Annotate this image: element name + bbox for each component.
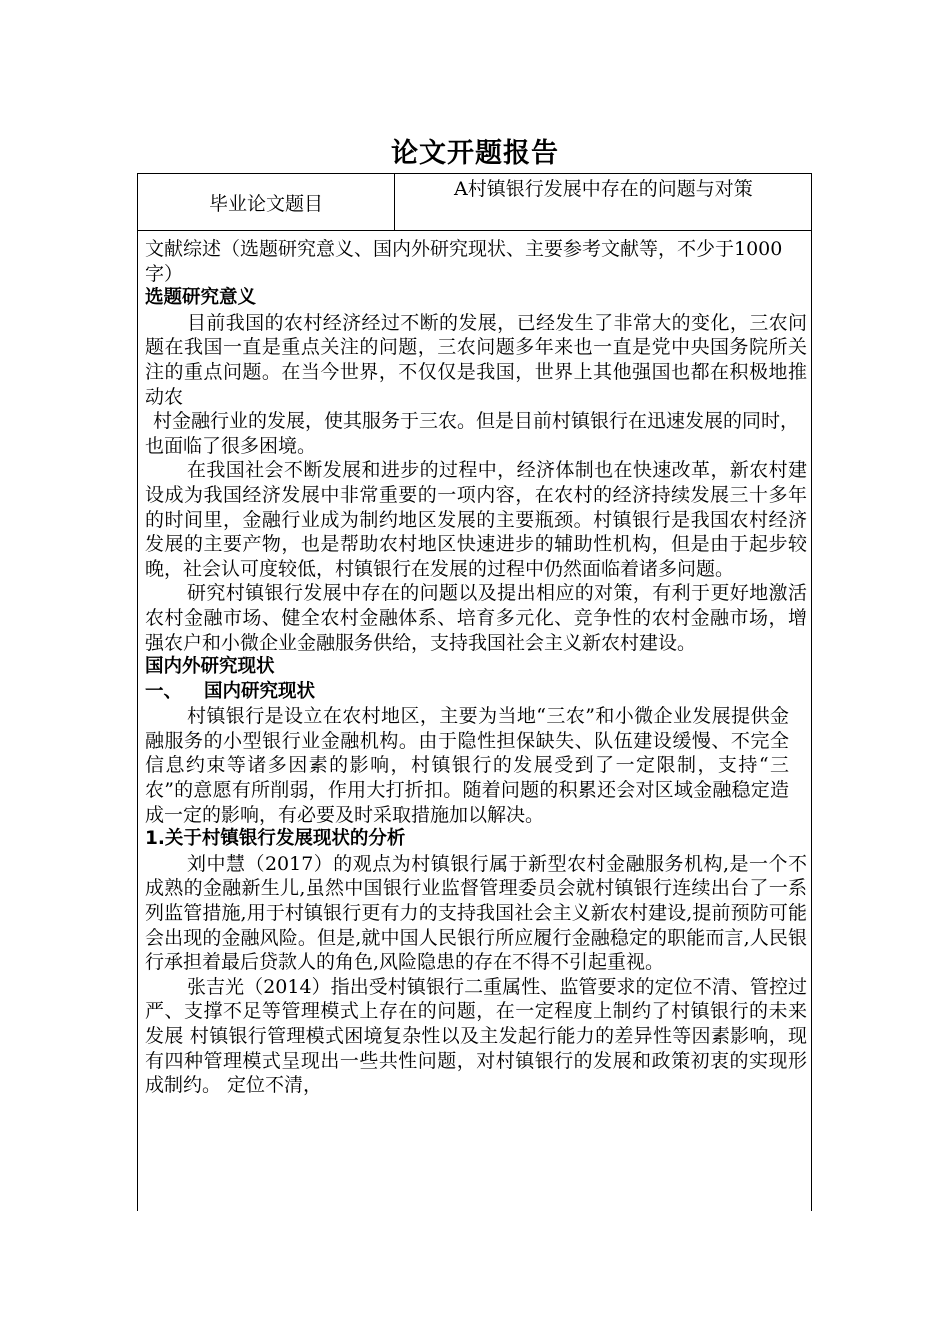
paragraph-2: 在我国社会不断发展和进步的过程中，经济体制也在快速改革，新农村建设成为我国经济发展中非常重要的一项内容，在农村的经济持续发展三十多年的时间里，金融行业成为制约地区发展的主要瓶颈。村镇银行是我国农村经济发展的主要产物，也是帮助农村地区快速进步的辅助性机构，但是由于起步较晚，社会认可度较低，村镇银行在发展的过程中仍然面临着诸多问题。 [145,459,807,580]
thesis-title-label: 毕业论文题目 [208,192,323,215]
thesis-title-value [399,177,809,202]
table-border-top [137,173,812,174]
table-border-divider [394,173,395,230]
paragraph-6: 张吉光（2014）指出受村镇银行二重属性、监管要求的定位不清、管控过严、支撑不足等管理模式上存在的问题，在一定程度上制约了村镇银行的未来发展 村镇银行管理模式困境复杂性以及主发起行能力的差异性等因素影响，现有四种管理模式呈现出一些共性问题，对村镇银行的发展和政策初衷的实现形成制约。 定位不清， [145,975,807,1097]
table-border-left [137,173,138,1211]
thesis-title-text: A村镇银行发展中存在的问题与对策 [454,178,753,200]
paragraph-5: 刘中慧（2017）的观点为村镇银行属于新型农村金融服务机构,是一个不成熟的金融新生儿,虽然中国银行业监督管理委员会就村镇银行连续出台了一系列监管措施,用于村镇银行更有力的支持我国社会主义新农村建设,提前预防可能会出现的金融风险。但是,就中国人民银行所应履行金融稳定的职能而言,人民银 行承担着最后贷款人的角色,风险隐患的存在不得不引起重视。 [145,852,807,974]
heading-research-status: 国内外研究现状 [145,656,275,678]
heading-domestic-number: 一、 [145,680,183,702]
page-title: 论文开题报告 [391,138,559,169]
paragraph-3: 研究村镇银行发展中存在的问题以及提出相应的对策，有利于更好地激活农村金融市场、健全农村金融体系、培育多元化、竞争性的农村金融市场，增强农户和小微企业金融服务供给，支持我国社会主义新农村建设。 [145,582,807,654]
heading-significance: 选题研究意义 [145,287,257,309]
table-border-right [811,173,812,1211]
review-instructions: 文献综述（选题研究意义、国内外研究现状、主要参考文献等，不少于1000字） [145,238,783,285]
paragraph-1b: 村金融行业的发展，使其服务于三农。但是目前村镇银行在迅速发展的同时，也面临了很多困境。 [145,410,800,457]
paragraph-4: 村镇银行是设立在农村地区，主要为当地“三农”和小微企业发展提供金融服务的小型银行业金融机构。由于隐性担保缺失、队伍建设缓慢、不完全信息约束等诸多因素的影响，村镇银行的发展受到了一定限制，支持“三农”的意愿有所削弱，作用大打折扣。随着问题的积累还会对区域金融稳定造成一定的影响，有必要及时采取措施加以解决。 [145,705,789,826]
literature-review [145,237,807,1098]
heading-analysis: 1.关于村镇银行发展现状的分析 [145,828,406,850]
heading-domestic [145,680,807,705]
table-border-mid [137,230,812,231]
paragraph-1a: 目前我国的农村经济经过不断的发展，已经发生了非常大的变化，三农问题在我国一直是重点关注的问题，三农问题多年来也一直是党中央国务院所关注的重点问题。在当今世界，不仅仅是我国，世界上其他强国也都在积极地推动农 [145,311,807,408]
heading-domestic-text: 国内研究现状 [204,680,316,702]
